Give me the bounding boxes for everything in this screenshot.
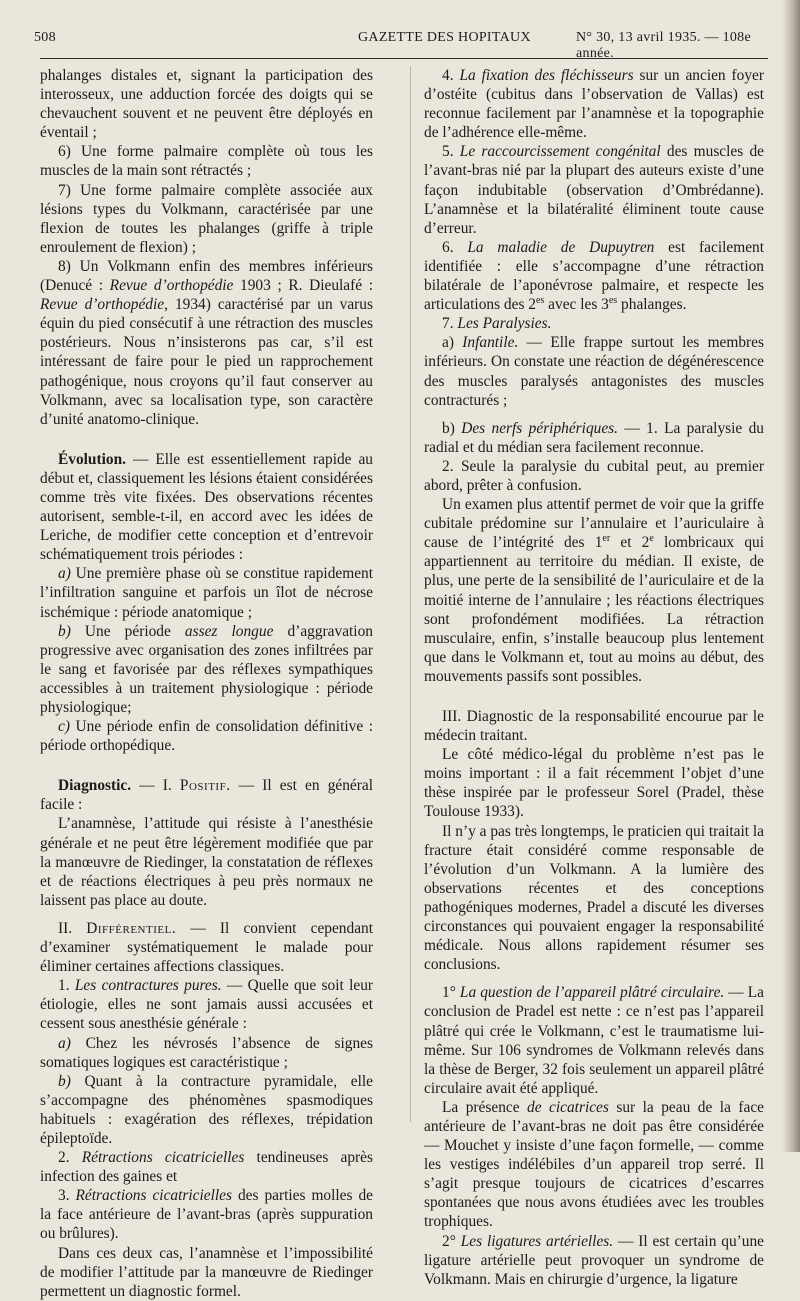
text: — Elle est essentiellement rapide au début et, classiquement les lésions étaient considérées comme très vite fixées. Des observations récentes autorisent, semble-t-il, en accord avec les idées de Leriche, de modifier cette conception et d’entrevoir schématiquement trois périodes :	[40, 450, 373, 564]
section-diagnostic	[40, 776, 373, 814]
right-column	[424, 66, 764, 1289]
list-marker: 7.	[442, 315, 458, 333]
emphasis: La maladie de Dupuytren	[467, 238, 655, 256]
paragraph: 6) Une forme palmaire complète où tous les muscles de la main sont rétractés ;	[40, 143, 373, 180]
section-evolution	[40, 450, 373, 565]
list-item	[40, 564, 373, 621]
paragraph	[40, 257, 373, 429]
text: — 1. La paralysie du radial et du médian sera facilement reconnue.	[424, 419, 764, 456]
text: d’aggravation progressive avec organisation des zones infiltrées par le sang et favorisée par des réflexes sympathiques accessibles à un traitement physiologique : période physiologique;	[40, 622, 373, 716]
list-item	[424, 333, 764, 409]
emphasis: Rétractions cicatricielles	[75, 1187, 232, 1205]
page-number: 508	[34, 30, 56, 45]
text: sur la peau de la face antérieure de l’avant-bras ne doit pas être considérée — Mouchet y insiste d’une façon formelle, — comme les vestiges indélébiles d’un appareil trop serré. Il s’agit presque toujours de cicatrices d’escarres spontanées que nous avons étudiées avec les troubles trophiques.	[424, 1098, 764, 1231]
list-item	[424, 419, 764, 457]
text: des muscles de l’avant-bras nié par la plupart des auteurs existe d’une façon indubitable (observation d’Ombrédanne). L’anamnèse et la bilatéralité éliminent toute cause d’erreur.	[424, 143, 765, 237]
text: Chez les névrosés l’absence de signes somatiques logiques est caractéristique ;	[40, 1034, 373, 1071]
paragraph: 2. Seule la paralysie du cubital peut, au premier abord, prêter à confusion.	[424, 457, 764, 494]
superscript: er	[602, 533, 611, 545]
section-heading: Diagnostic.	[58, 777, 132, 795]
emphasis: Des nerfs périphériques.	[461, 419, 619, 437]
column-divider	[410, 66, 411, 1122]
text: — Il convient cependant d’examiner systématiquement le malade pour éliminer certaines affections classiques.	[40, 919, 373, 976]
list-marker: 2°	[442, 1232, 461, 1250]
paragraph	[424, 495, 764, 686]
list-item	[40, 717, 373, 755]
list-marker: a)	[58, 1034, 71, 1052]
section-heading-iii: III. Diagnostic de la responsabilité encourue par le médecin traitant.	[424, 708, 764, 745]
list-marker: 6.	[442, 238, 468, 256]
journal-citation: Revue d’orthopédie	[109, 277, 234, 295]
text: et 2	[610, 534, 650, 552]
text: Quant à la contracture pyramidale, elle s’accompagne des phénomènes spasmodiques habituels : exagération des réflexes, trépidation épileptoïde.	[40, 1072, 373, 1147]
text: — Il est certain qu’une ligature artérielle peut provoquer un syndrome de Volkmann. Mais en chirurgie d’urgence, la ligature	[424, 1232, 765, 1288]
text: phalanges.	[617, 296, 687, 314]
emphasis: Infantile.	[462, 334, 519, 352]
list-item	[40, 1148, 373, 1186]
text: des parties molles de la face antérieure de l’avant-bras (après suppuration ou brûlures).	[40, 1187, 374, 1243]
emphasis: Les contractures pures.	[74, 977, 222, 995]
journal-title: GAZETTE DES HOPITAUX	[358, 30, 531, 45]
list-item	[424, 1232, 764, 1289]
text: est facilement identifiée : elle s’accompagne d’une rétraction bilatérale de l’aponévrose palmaire, et respecte les articulations des 2	[424, 238, 764, 314]
paragraph: 7) Une forme palmaire complète associée aux lésions types du Volkmann, caractérisée par une flexion de toutes les phalanges (griffe à triple enroulement de flexion) ;	[40, 181, 373, 256]
list-item	[40, 1186, 373, 1243]
list-marker: 1.	[58, 977, 75, 995]
list-item	[424, 238, 764, 314]
paragraph	[424, 1098, 764, 1232]
journal-citation: Revue d’orthopédie	[40, 296, 165, 314]
list-item	[40, 976, 373, 1033]
emphasis: La fixation des fléchisseurs	[459, 67, 634, 84]
list-item	[424, 983, 764, 1098]
paragraph: Dans ces deux cas, l’anamnèse et l’impossibilité de modifier l’attitude par la manœuvre de Riedinger permettent un diagnostic formel.	[40, 1244, 373, 1300]
list-item	[424, 142, 764, 237]
text: — I.	[131, 777, 180, 795]
text: , 1934) caractérisé par un varus équin du pied consécutif à une rétraction des muscles postérieurs. Nous n’insisterons pas car, s’il est intéressant de faire pour le pied un rapprochement pathogénique, nous croyons qu’il faut conserver au Volkmann, avec sa localisation type, son caractère d’unité anatomo-clinique.	[40, 296, 373, 428]
list-marker: a)	[442, 334, 463, 352]
text: — Quelle que soit leur étiologie, elles ne sont jamais aussi accusées et cessent sous anesthésie générale :	[40, 977, 374, 1033]
emphasis: La question de l’appareil plâtré circulaire.	[459, 984, 725, 1002]
paragraph	[40, 919, 373, 976]
list-marker: b)	[58, 1072, 71, 1090]
superscript: es	[608, 295, 618, 306]
paragraph: phalanges distales et, signant la participation des interosseux, une adduction forcée des doigts qui se chevauchent souvent et ne peuvent être déployés en éventail ;	[40, 67, 373, 142]
superscript: e	[649, 533, 654, 545]
emphasis: Les ligatures artérielles.	[460, 1232, 614, 1250]
text: lombricaux qui appartiennent au territoire du médian. Il existe, de plus, une perte de la sensibilité de l’auriculaire et de la moitié interne de l’annulaire ; les réactions électriques sont profondément modifiées. La rétraction musculaire, enfin, s’installe beaucoup plus lentement que dans le Volkmann et, tout au moins au début, des mouvements passifs sont possibles.	[424, 534, 764, 685]
text: sur un ancien foyer d’ostéite (cubitus dans l’observation de Vallas) est reconnue facilement par l’anamnèse et la topographie de l’adhérence elle-même.	[424, 67, 764, 142]
list-marker: 1°	[442, 984, 460, 1002]
text: — La conclusion de Pradel est nette : ce n’est pas l’appareil plâtré qui crée le Volkmann, c’est le traumatisme lui-même. Sur 106 syndromes de Volkmann relevés dans la thèse de Berger, 32 fois seulement un appareil plâtré circulaire avait été appliqué.	[424, 984, 764, 1097]
list-item	[424, 314, 764, 333]
list-marker: b)	[58, 622, 71, 640]
emphasis: Rétractions cicatricielles	[81, 1149, 245, 1167]
list-marker: c)	[58, 718, 70, 736]
text: Un examen plus attentif permet de voir que la griffe cubitale prédomine sur l’annulaire et l’auriculaire à cause de l’intégrité des 1	[424, 496, 764, 552]
list-item	[40, 1034, 373, 1072]
list-marker: 2.	[58, 1149, 82, 1167]
text: II.	[58, 919, 87, 937]
paragraph: Le côté médico-légal du problème n’est pas le moins important : il a fait récemment l’objet d’une thèse inspirée par le professeur Sorel (Pradel, thèse Toulouse 1933).	[424, 746, 764, 821]
left-column	[40, 66, 373, 1301]
text: Une période	[70, 622, 185, 640]
emphasis: Le raccourcissement congénital	[459, 143, 661, 161]
list-marker: 5.	[442, 143, 460, 161]
subheading: Positif.	[179, 777, 231, 795]
list-marker: a)	[58, 565, 71, 583]
list-marker: b)	[442, 419, 462, 437]
text: tendineuses après infection des gaines et	[40, 1149, 373, 1186]
paragraph: Il n’y a pas très longtemps, le praticien qui traitait la fracture était considéré comme responsable de l’évolution d’un Volkmann. A la lumière des observations récentes et des conceptions pathogéniques modernes, Pradel a discuté les diverses circonstances qui pouvaient engager la responsabilité médicale. Nous allons rapidement résumer ses conclusions.	[424, 822, 764, 974]
list-marker: 4.	[442, 67, 460, 84]
list-item	[424, 66, 764, 142]
subheading: Différentiel.	[86, 919, 177, 937]
text: La présence	[442, 1098, 528, 1116]
text: Une première phase où se constitue rapidement l’infiltration sanguine et parfois un îlot de nécrose ischémique : période anatomique ;	[40, 565, 373, 621]
issue-info: N° 30, 13 avril 1935. — 108e année.	[576, 30, 751, 61]
running-header	[20, 30, 780, 61]
text: — Elle frappe surtout les membres inférieurs. On constate une réaction de dégénérescence des muscles paralysés antagonistes des muscles contracturés ;	[424, 334, 765, 409]
list-marker: 3.	[58, 1187, 76, 1205]
list-item	[40, 1072, 373, 1148]
page-edge-shadow	[782, 0, 800, 1152]
section-heading: Évolution.	[58, 450, 126, 468]
emphasis: assez longue	[184, 622, 274, 640]
header-rule	[40, 58, 768, 59]
emphasis: Les Paralysies.	[457, 315, 552, 333]
text: Une période enfin de consolidation définitive : période orthopédique.	[40, 718, 373, 755]
emphasis: de cicatrices	[527, 1098, 609, 1116]
text: — Il est en général facile :	[40, 777, 373, 814]
paragraph: L’anamnèse, l’attitude qui résiste à l’anesthésie générale et ne peut être légèrement modifiée que par la manœuvre de Riedinger, la constatation de réflexes et de réactions électriques à peu près normaux ne laissent pas place au doute.	[40, 815, 373, 909]
text: avec les 3	[544, 296, 609, 314]
text: 1903 ; R. Dieulafé :	[233, 277, 373, 295]
text: 8) Un Volkmann enfin des membres inférieurs (Denucé :	[40, 257, 373, 295]
list-item	[40, 622, 373, 717]
superscript: es	[535, 295, 545, 306]
